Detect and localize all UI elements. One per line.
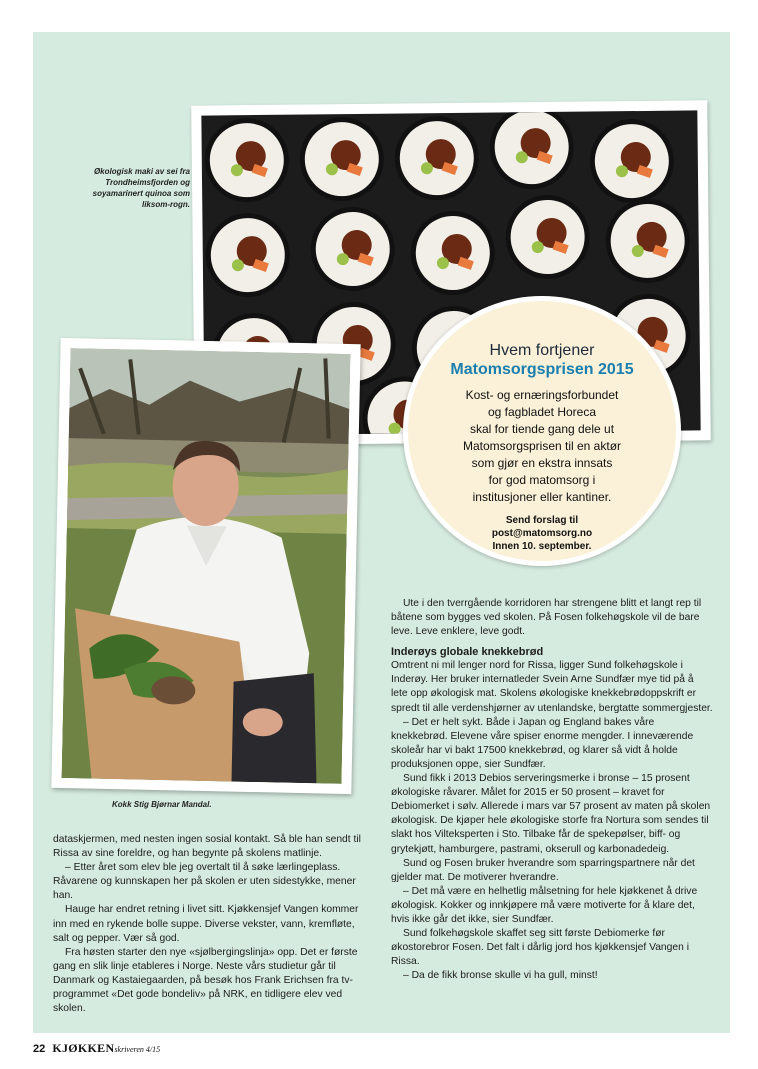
- callout-deadline: Innen 10. september.: [492, 541, 592, 552]
- paragraph: Sund fikk i 2013 Debios serveringsmerke i bronse – 15 prosent økologiske råvarer. Målet for 2015 er 50 prosent – kravet for Debiomerket i sølv. Allerede i mars var 57 prosent av maten på skolen økologisk. De kjøper hele økologiske storfe fra Nortura som sendes til slakt hos Vilteksperten i Sto. Tilbake får de spekepølser, biff- og grytekjøtt, hamburgere, pastrami, okserull og karbonadedeig.: [391, 773, 711, 855]
- section-heading: Inderøys globale knekkebrød: [391, 646, 544, 659]
- paragraph: Hauge har endret retning i livet sitt. Kjøkkensjef Vangen kommer inn med en rykende bolle suppe. Diverse vekster, vann, kremfløte, salt og pepper. Vær så god.: [53, 904, 359, 944]
- callout-body-line: skal for tiende gang dele ut: [469, 422, 615, 436]
- paragraph: Sund folkehøgskole skaffet seg sitt første Debiomerke før økostorebror Fosen. Det falt i dårlig jord hos kjøkkensjef Vangen i Rissa.: [391, 928, 689, 968]
- chef-photo-caption: Kokk Stig Bjørnar Mandal.: [112, 800, 212, 809]
- page-number: 22: [33, 1043, 46, 1055]
- callout-title-line1: Hvem fortjener: [489, 342, 595, 359]
- callout-body-line: som gjør en ekstra innsats: [471, 456, 613, 470]
- callout-body-line: og fagbladet Horeca: [487, 405, 597, 419]
- paragraph: Ute i den tverrgående korridoren har strengene blitt et langt rep til båtene som bygges ved skolen. På Fosen folkehøgskole vil de bare leve. Leve enklere, leve godt.: [391, 598, 702, 638]
- sushi-roll: [205, 213, 290, 298]
- paragraph: – Etter året som elev ble jeg overtalt til å søke lærlingeplass. Råvarene og kunnskapen her på skolen er uten sidestykke, mener han.: [53, 862, 356, 902]
- prize-callout: [403, 296, 681, 566]
- callout-body-line: for god matomsorg i: [488, 473, 596, 487]
- callout-title-line2: Matomsorgsprisen 2015: [450, 361, 634, 378]
- right-column: [391, 597, 713, 983]
- paragraph: dataskjermen, med nesten ingen sosial kontakt. Så ble han sendt til Rissa av sine foreldre, og han begynte på skolens matlinje.: [53, 834, 361, 860]
- chef-photo: [51, 338, 360, 794]
- sushi-roll: [605, 199, 690, 284]
- callout-body: [408, 387, 676, 506]
- sushi-roll: [204, 118, 289, 203]
- sushi-roll: [299, 117, 384, 202]
- callout-submit-info: [408, 514, 676, 553]
- left-column: [53, 833, 371, 1016]
- paragraph: Omtrent ni mil lenger nord for Rissa, ligger Sund folkehøgskole i Inderøy. Her bruker internatleder Svein Arne Sundfær mye tid på å lete opp økologisk mat. Skolens økologiske knekkebrødoppskrift er spredt til alle verdenshjørner av utenlandske, bergtatte sommergjester.: [391, 660, 713, 714]
- callout-email: post@matomsorg.no: [491, 528, 593, 539]
- page-footer: [33, 1041, 160, 1056]
- magazine-name: KJØKKEN: [52, 1041, 115, 1055]
- sushi-photo-caption: Økologisk maki av sei fra Trondheimsfjorden og soyamarinert quinoa som liksom-rogn.: [92, 167, 190, 209]
- paragraph: Sund og Fosen bruker hverandre som sparringspartnere når det gjelder mat. De motiverer hverandre.: [391, 857, 695, 883]
- callout-send-label: Send forslag til: [505, 515, 579, 526]
- sushi-roll: [410, 211, 495, 296]
- paragraph: – Det er helt sykt. Både i Japan og England bakes våre knekkebrød. Elevene våre spiser enorme mengder. I inneværende skoleår har vi bakt 17500 knekkebrød, og klarer så vidt å holde produksjonen oppe, sier Sundfær.: [391, 716, 694, 770]
- callout-body-line: Matomsorgsprisen til en aktør: [462, 439, 622, 453]
- sushi-roll: [489, 110, 574, 189]
- callout-body-line: Kost- og ernæringsforbundet: [465, 388, 619, 402]
- paragraph: – Da de fikk bronse skulle vi ha gull, minst!: [403, 970, 598, 982]
- sushi-roll: [589, 119, 674, 204]
- sushi-roll: [310, 207, 395, 292]
- issue-label: skriveren 4/15: [114, 1045, 161, 1054]
- callout-body-line: institusjoner eller kantiner.: [472, 490, 612, 504]
- sushi-roll: [394, 116, 479, 201]
- sushi-roll: [505, 195, 590, 280]
- paragraph: Fra høsten starter den nye «sjølbergingslinja» opp. Det er første gang en slik linje etableres i Norge. Neste vårs studietur går til Danmark og Kastaiegaarden, på besøk hos Frank Erichsen fra tv-programmet «Det gode bondeliv» på NRK, en tidligere elev ved skolen.: [53, 946, 358, 1015]
- paragraph: – Det må være en helhetlig målsetning for hele kjøkkenet å drive økologisk. Kokker og innkjøpere må være motiverte for å klare det, hvis ikke går det ikke, sier Sundfær.: [391, 885, 698, 925]
